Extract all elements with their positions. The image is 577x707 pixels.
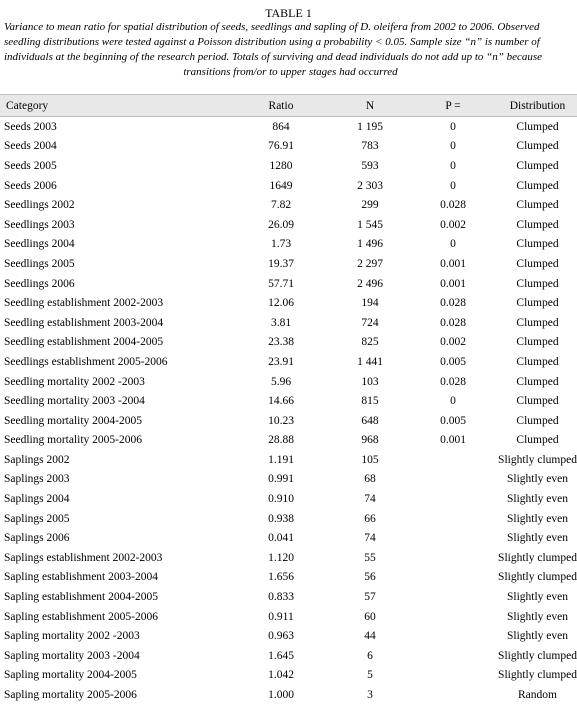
cell-ratio: 5.96 [270, 375, 292, 388]
table-row [0, 646, 577, 666]
cell-ratio: 14.66 [268, 395, 294, 408]
cell-p: 0.001 [440, 277, 466, 290]
cell-category: Seeds 2004 [4, 140, 57, 153]
cell-category: Seeds 2003 [4, 120, 57, 133]
cell-ratio: 0.910 [268, 493, 294, 506]
cell-category: Saplings 2004 [4, 493, 70, 506]
cell-p: 0 [450, 179, 456, 192]
cell-category: Seedlings 2002 [4, 199, 75, 212]
header-n: N [326, 95, 414, 117]
cell-ratio: 10.23 [268, 414, 294, 427]
cell-category: Saplings establishment 2002-2003 [4, 551, 163, 564]
cell-category: Saplings 2006 [4, 532, 70, 545]
table-row [0, 235, 577, 255]
caption-line: seedling distributions were tested against a Poisson distribution using a probability < 0.05. Sample size “n” is number of [4, 36, 540, 48]
cell-p: 0.005 [440, 414, 466, 427]
cell-ratio: 23.91 [268, 355, 294, 368]
cell-distribution: Slightly clumped [498, 571, 577, 584]
table-row [0, 548, 577, 568]
cell-ratio: 0.938 [268, 512, 294, 525]
table-caption [4, 20, 577, 80]
cell-category: Seeds 2006 [4, 179, 57, 192]
cell-p: 0.001 [440, 257, 466, 270]
cell-distribution: Slightly even [506, 493, 568, 506]
cell-ratio: 19.37 [268, 257, 294, 270]
cell-distribution: Clumped [516, 238, 559, 251]
cell-distribution: Clumped [516, 395, 559, 408]
cell-category: Saplings 2002 [4, 453, 70, 466]
caption-line: Variance to mean ratio for spatial distribution of seeds, seedlings and sapling of D. oleifera from 2002 to 2006. Observed [4, 21, 540, 33]
cell-distribution: Slightly clumped [498, 453, 577, 466]
table-row [0, 528, 577, 548]
cell-category: Sapling establishment 2005-2006 [4, 610, 158, 623]
cell-distribution: Slightly even [506, 512, 568, 525]
cell-distribution: Clumped [516, 434, 559, 447]
cell-p [414, 646, 492, 666]
cell-p: 0.002 [440, 218, 466, 231]
cell-category: Seedlings 2003 [4, 218, 75, 231]
cell-p [414, 509, 492, 529]
cell-ratio: 1.000 [268, 689, 294, 702]
cell-n: 2 303 [357, 179, 383, 192]
table-row [0, 313, 577, 333]
cell-ratio: 76.91 [268, 140, 294, 153]
cell-distribution: Slightly clumped [498, 649, 577, 662]
header-p: P = [414, 95, 492, 117]
table-row [0, 352, 577, 372]
cell-n: 1 496 [357, 238, 383, 251]
cell-category: Seedling establishment 2003-2004 [4, 316, 164, 329]
cell-ratio: 1280 [269, 159, 293, 172]
cell-distribution: Slightly even [506, 630, 568, 643]
cell-ratio: 28.88 [268, 434, 294, 447]
cell-n: 825 [361, 336, 379, 349]
table-row [0, 666, 577, 686]
cell-ratio: 23.38 [268, 336, 294, 349]
table-row [0, 411, 577, 431]
cell-distribution: Clumped [516, 179, 559, 192]
table-row [0, 372, 577, 392]
cell-n: 724 [361, 316, 379, 329]
cell-n: 44 [364, 630, 376, 643]
caption-line: transitions from/or to upper stages had occurred [183, 66, 398, 78]
cell-p: 0.028 [440, 375, 466, 388]
cell-p [414, 685, 492, 705]
cell-category: Sapling mortality 2005-2006 [4, 689, 137, 702]
table-title: TABLE 1 [265, 6, 312, 20]
cell-n: 60 [364, 610, 376, 623]
cell-p [414, 450, 492, 470]
cell-p: 0 [450, 140, 456, 153]
cell-p [414, 470, 492, 490]
table-row [0, 195, 577, 215]
cell-category: Seedling mortality 2005-2006 [4, 434, 142, 447]
caption-line: individuals at the beginning of the research period. Totals of surviving and dead individuals do not add up to “n” because [4, 51, 543, 63]
cell-category: Seedlings 2006 [4, 277, 75, 290]
cell-p: 0.028 [440, 316, 466, 329]
cell-p [414, 489, 492, 509]
table-row [0, 431, 577, 451]
cell-category: Seedling mortality 2004-2005 [4, 414, 142, 427]
table-row [0, 391, 577, 411]
cell-n: 299 [361, 199, 379, 212]
table-row [0, 626, 577, 646]
cell-category: Saplings 2005 [4, 512, 70, 525]
cell-n: 74 [364, 493, 376, 506]
cell-n: 815 [361, 395, 379, 408]
cell-n: 1 545 [357, 218, 383, 231]
cell-ratio: 1.656 [268, 571, 294, 584]
data-table [0, 94, 577, 705]
cell-category: Seedlings 2004 [4, 238, 75, 251]
cell-p: 0 [450, 159, 456, 172]
table-row [0, 333, 577, 353]
cell-category: Sapling establishment 2003-2004 [4, 571, 158, 584]
cell-ratio: 1.645 [268, 649, 294, 662]
cell-n: 55 [364, 551, 376, 564]
cell-p: 0 [450, 120, 456, 133]
header-ratio: Ratio [236, 95, 326, 117]
cell-n: 2 496 [357, 277, 383, 290]
table-body [0, 117, 577, 705]
cell-distribution: Clumped [516, 199, 559, 212]
cell-distribution: Slightly clumped [498, 551, 577, 564]
cell-n: 105 [361, 453, 379, 466]
cell-distribution: Clumped [516, 375, 559, 388]
cell-ratio: 3.81 [270, 316, 292, 329]
table-row [0, 450, 577, 470]
header-category: Category [0, 95, 236, 117]
cell-category: Seedling establishment 2002-2003 [4, 297, 164, 310]
cell-distribution: Clumped [516, 336, 559, 349]
cell-distribution: Slightly even [506, 532, 568, 545]
cell-n: 968 [361, 434, 379, 447]
cell-distribution: Slightly even [506, 473, 568, 486]
cell-ratio: 7.82 [270, 199, 292, 212]
cell-p [414, 568, 492, 588]
cell-ratio: 26.09 [268, 218, 294, 231]
table-row [0, 215, 577, 235]
cell-n: 3 [367, 689, 373, 702]
cell-n: 57 [364, 591, 376, 604]
cell-n: 194 [361, 297, 379, 310]
table-row [0, 607, 577, 627]
cell-n: 56 [364, 571, 376, 584]
table-row [0, 470, 577, 490]
cell-p [414, 626, 492, 646]
cell-distribution: Clumped [516, 277, 559, 290]
cell-ratio: 1.191 [268, 453, 294, 466]
table-row [0, 137, 577, 157]
cell-n: 68 [364, 473, 376, 486]
cell-n: 1 441 [357, 355, 383, 368]
cell-distribution: Clumped [516, 414, 559, 427]
table-row [0, 156, 577, 176]
cell-category: Seeds 2005 [4, 159, 57, 172]
table-row [0, 509, 577, 529]
table-row [0, 274, 577, 294]
table-row [0, 293, 577, 313]
cell-ratio: 0.963 [268, 630, 294, 643]
cell-category: Saplings 2003 [4, 473, 70, 486]
cell-category: Sapling establishment 2004-2005 [4, 591, 158, 604]
cell-category: Sapling mortality 2002 -2003 [4, 630, 140, 643]
cell-p: 0 [450, 238, 456, 251]
table-row [0, 176, 577, 196]
cell-ratio: 1649 [269, 179, 293, 192]
cell-category: Seedling mortality 2003 -2004 [4, 395, 145, 408]
cell-p: 0.001 [440, 434, 466, 447]
table-row [0, 254, 577, 274]
cell-ratio: 57.71 [268, 277, 294, 290]
cell-ratio: 0.911 [268, 610, 294, 623]
cell-ratio: 0.833 [268, 591, 294, 604]
cell-category: Seedling establishment 2004-2005 [4, 336, 164, 349]
cell-p [414, 528, 492, 548]
table-row [0, 568, 577, 588]
cell-n: 74 [364, 532, 376, 545]
cell-category: Sapling mortality 2004-2005 [4, 669, 137, 682]
cell-ratio: 1.73 [270, 238, 292, 251]
cell-n: 103 [361, 375, 379, 388]
cell-p: 0.005 [440, 355, 466, 368]
cell-distribution: Clumped [516, 297, 559, 310]
cell-category: Seedling mortality 2002 -2003 [4, 375, 145, 388]
cell-p [414, 607, 492, 627]
cell-p [414, 587, 492, 607]
cell-p: 0.028 [440, 297, 466, 310]
cell-ratio: 0.041 [268, 532, 294, 545]
cell-distribution: Random [518, 689, 557, 702]
cell-n: 593 [361, 159, 379, 172]
table-row [0, 117, 577, 137]
cell-ratio: 12.06 [268, 297, 294, 310]
table-row [0, 489, 577, 509]
cell-n: 2 297 [357, 257, 383, 270]
cell-n: 648 [361, 414, 379, 427]
cell-n: 66 [364, 512, 376, 525]
cell-ratio: 1.120 [268, 551, 294, 564]
cell-n: 1 195 [357, 120, 383, 133]
cell-category: Sapling mortality 2003 -2004 [4, 649, 140, 662]
cell-ratio: 1.042 [268, 669, 294, 682]
cell-p [414, 666, 492, 686]
table-row [0, 587, 577, 607]
cell-distribution: Slightly even [506, 591, 568, 604]
cell-distribution: Slightly even [506, 610, 568, 623]
cell-n: 783 [361, 140, 379, 153]
cell-distribution: Clumped [516, 218, 559, 231]
cell-distribution: Clumped [516, 140, 559, 153]
cell-distribution: Clumped [516, 120, 559, 133]
cell-p [414, 548, 492, 568]
cell-p: 0 [450, 395, 456, 408]
cell-ratio: 864 [272, 120, 290, 133]
cell-distribution: Clumped [516, 355, 559, 368]
header-distribution: Distribution [492, 95, 577, 117]
cell-distribution: Clumped [516, 316, 559, 329]
cell-category: Seedlings 2005 [4, 257, 75, 270]
cell-p: 0.028 [440, 199, 466, 212]
cell-distribution: Clumped [516, 159, 559, 172]
header-row [0, 95, 577, 117]
cell-ratio: 0.991 [268, 473, 294, 486]
cell-n: 6 [367, 649, 373, 662]
cell-category: Seedlings establishment 2005-2006 [4, 355, 168, 368]
table-row [0, 685, 577, 705]
cell-n: 5 [367, 669, 373, 682]
cell-distribution: Slightly clumped [498, 669, 577, 682]
cell-p: 0.002 [440, 336, 466, 349]
cell-distribution: Clumped [516, 257, 559, 270]
